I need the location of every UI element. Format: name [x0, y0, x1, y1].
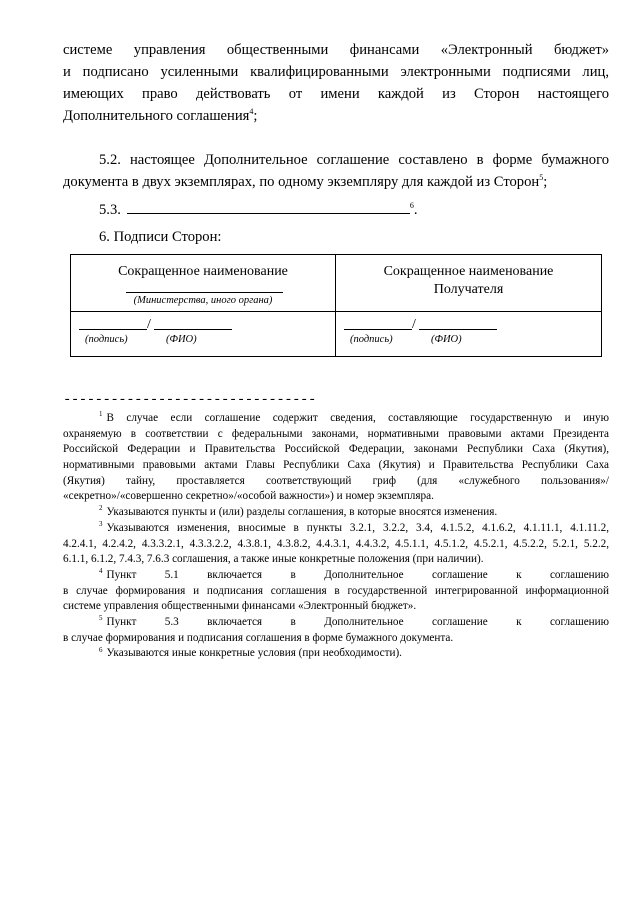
- text-fragment: Дополнительного соглашения: [63, 108, 250, 124]
- name-caption: (ФИО): [431, 334, 462, 345]
- left-signature-cell: [71, 312, 336, 357]
- name-caption: (ФИО): [166, 334, 197, 345]
- text-line: имеющих право действовать от имени каждой из Сторон настоящего: [63, 86, 609, 102]
- left-party-cell: [71, 255, 336, 312]
- text-line: 5.2. настоящее Дополнительное соглашение составлено в форме бумажного: [99, 152, 609, 168]
- footnote-text: В случае если соглашение содержит сведения, составляющие государственную и иную: [106, 412, 609, 424]
- footnote-line: [63, 615, 609, 631]
- fill-in-blank: [126, 292, 283, 293]
- footnote-line: [63, 568, 609, 584]
- footnote-line: в случае формирования и подписания соглашения в государственной интегрированной информационной: [63, 584, 609, 597]
- text-line: системе управления общественными финансами «Электронный бюджет»: [63, 42, 609, 58]
- footnote-mark: 5: [99, 614, 103, 623]
- footnote-line: нормативными правовыми актами Главы Республики Саха (Якутия) и Правительства Республики Саха: [63, 459, 609, 472]
- footnote-mark: 1: [99, 410, 103, 419]
- intro-paragraph: [63, 39, 609, 127]
- footnote-text: Указываются пункты и (или) разделы соглашения, в которые вносятся изменения.: [106, 506, 498, 519]
- footnote-mark: 3: [99, 520, 103, 529]
- text-fragment: ;: [543, 174, 548, 190]
- signature-line: [344, 329, 412, 331]
- footnote-ref: 6: [409, 201, 414, 211]
- text-line: [63, 199, 609, 221]
- footnote-line: [63, 521, 609, 537]
- footnote-text: Пункт 5.3 включается в Дополнительное соглашение к соглашению: [106, 615, 609, 628]
- slash-separator: /: [412, 317, 416, 332]
- right-party-cell: [336, 255, 602, 312]
- footnote-line: Российской Федерации и Правительства Российской Федерации, законами Республики Саха (Якутия),: [63, 443, 609, 456]
- footnote-ref: 5: [539, 173, 544, 183]
- section-heading: 6. Подписи Сторон:: [99, 229, 222, 245]
- signatures-table: [70, 254, 602, 357]
- left-party-title: Сокращенное наименование: [118, 264, 288, 279]
- footnote-line: в случае формирования и подписания соглашения в форме бумажного документа.: [63, 631, 454, 644]
- name-line: [419, 329, 497, 331]
- text-fragment: ;: [253, 108, 258, 124]
- clause-5-2: [63, 149, 609, 193]
- footnote-line: [63, 505, 609, 521]
- text-line: [63, 105, 609, 127]
- signature-caption: (подпись): [85, 334, 128, 345]
- footnote-ref: 4: [249, 107, 254, 117]
- right-party-title-line: Получателя: [433, 282, 504, 297]
- footnote-mark: 6: [99, 645, 103, 654]
- text-line: и подписано усиленными квалифицированными электронными подписями лиц,: [63, 64, 609, 80]
- fill-in-blank: [127, 199, 410, 214]
- clause-5-3: [63, 199, 609, 221]
- footnote-line: «секретно»/«совершенно секретно»/«особой важности») и номер экземпляра.: [63, 490, 434, 503]
- footnote-text: Пункт 5.1 включается в Дополнительное соглашение к соглашению: [106, 568, 609, 581]
- text-fragment: документа в двух экземплярах, по одному экземпляру для каждой из Сторон: [63, 174, 540, 190]
- footnote-line: [63, 646, 609, 662]
- footnote-separator: --------------------------------: [63, 392, 316, 408]
- clause-6: [63, 226, 609, 248]
- slash-separator: /: [147, 317, 151, 332]
- text-fragment: .: [413, 202, 418, 218]
- footnote-line: (Якутия) тайну, проставляется соответствующий гриф (для «служебного пользования»/: [63, 474, 609, 487]
- footnote-line: 6.1.1, 6.1.2, 7.4.3, 7.6.3 соглашения, а также иные конкретные положения (при наличии).: [63, 553, 484, 566]
- text-line: [63, 171, 609, 193]
- left-party-sublabel: (Министерства, иного органа): [133, 295, 273, 306]
- footnotes: [63, 411, 609, 662]
- name-line: [154, 329, 232, 331]
- right-party-title: [336, 263, 601, 299]
- right-party-title-line: Сокращенное наименование: [383, 264, 554, 279]
- right-signature-cell: [336, 312, 602, 357]
- footnote-line: системе управления общественными финансами «Электронный бюджет».: [63, 600, 417, 613]
- footnote-line: [63, 411, 609, 427]
- signature-line: [79, 329, 147, 331]
- footnote-line: 4.2.4.1, 4.2.4.2, 4.3.3.2.1, 4.3.3.2.2, 4.3.8.1, 4.3.8.2, 4.4.3.1, 4.4.3.2, 4.5.1.1, 4.5.1.2, 4.5.2.1, 4.5.2.2, 5.2.1, 5.2.2,: [63, 537, 609, 550]
- footnote-text: Указываются иные конкретные условия (при необходимости).: [106, 647, 402, 660]
- footnote-mark: 4: [99, 567, 103, 576]
- footnote-text: Указываются изменения, вносимые в пункты 3.2.1, 3.2.2, 3.4, 4.1.5.2, 4.1.6.2, 4.1.11.1, 4.1.11.2,: [106, 521, 609, 534]
- clause-number: 5.3.: [99, 202, 121, 218]
- signature-caption: (подпись): [350, 334, 393, 345]
- footnote-mark: 2: [99, 504, 103, 513]
- footnote-line: охраняемую в соответствии с федеральными законами, нормативными правовыми актами Президента: [63, 427, 609, 440]
